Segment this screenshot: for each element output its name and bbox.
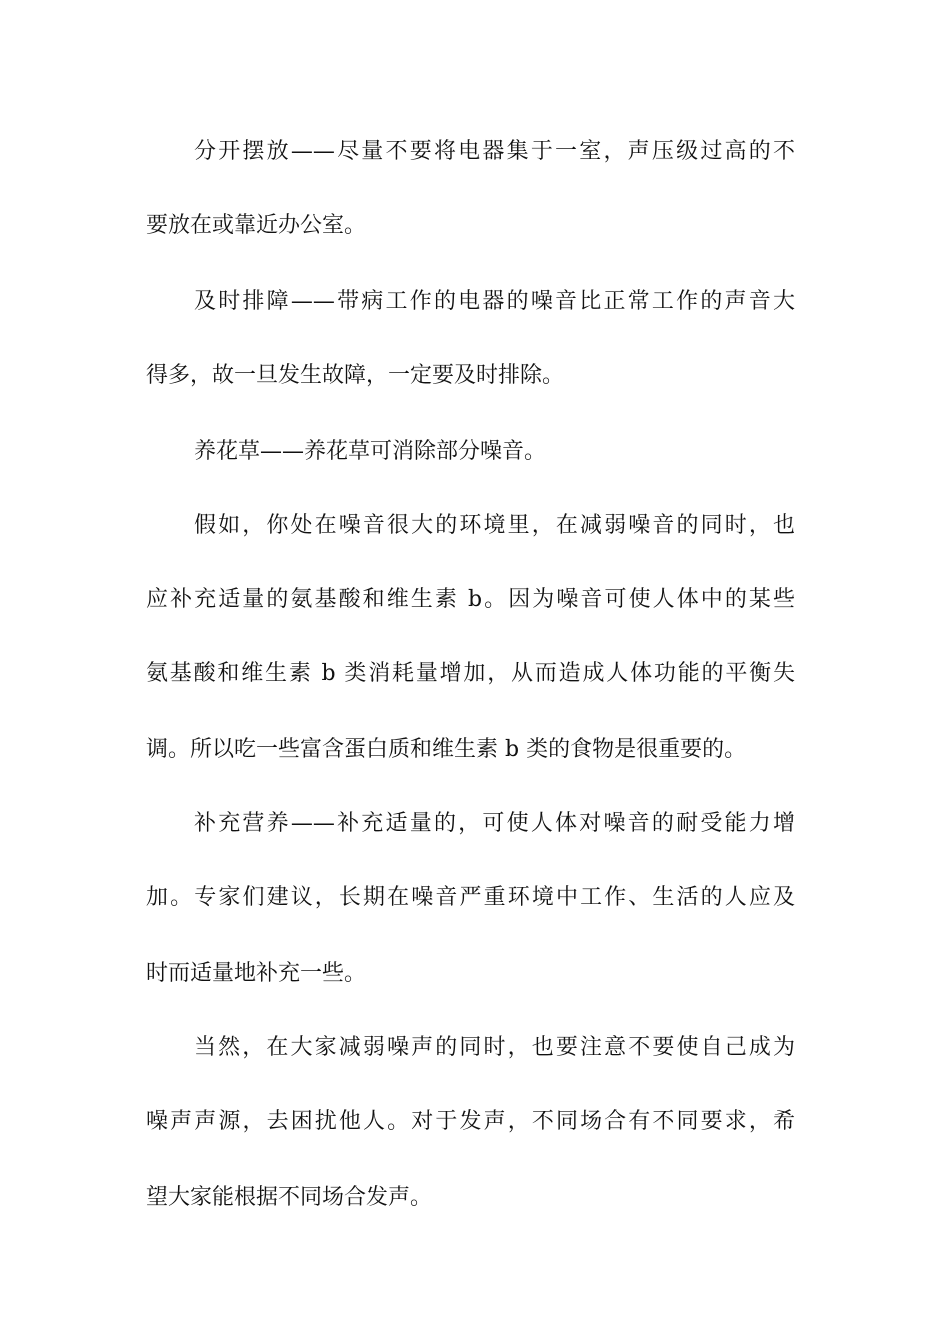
paragraph-6-line-3: 望大家能根据不同场合发声。 — [146, 1185, 433, 1210]
paragraph-1-line-1: 分开摆放——尽量不要将电器集于一室，声压级过高的不 — [194, 139, 795, 164]
paragraph-6-line-2: 噪声声源，去困扰他人。对于发声，不同场合有不同要求，希 — [146, 1109, 795, 1134]
paragraph-1-line-2: 要放在或靠近办公室。 — [146, 213, 367, 238]
paragraph-4-line-1: 假如，你处在噪音很大的环境里，在减弱噪音的同时，也 — [194, 513, 795, 538]
paragraph-4-line-2: 应补充适量的氨基酸和维生素 b。因为噪音可使人体中的某些 — [146, 587, 795, 612]
paragraph-5-line-2: 加。专家们建议，长期在噪音严重环境中工作、生活的人应及 — [146, 885, 795, 910]
paragraph-5-line-1: 补充营养——补充适量的，可使人体对噪音的耐受能力增 — [194, 811, 795, 836]
paragraph-6-line-1: 当然，在大家减弱噪声的同时，也要注意不要使自己成为 — [194, 1035, 795, 1060]
paragraph-4-line-4: 调。所以吃一些富含蛋白质和维生素 b 类的食物是很重要的。 — [146, 737, 747, 762]
paragraph-5-line-3: 时而适量地补充一些。 — [146, 961, 367, 986]
paragraph-4-line-3: 氨基酸和维生素 b 类消耗量增加，从而造成人体功能的平衡失 — [146, 661, 795, 686]
paragraph-2-line-2: 得多，故一旦发生故障，一定要及时排除。 — [146, 363, 565, 388]
paragraph-2-line-1: 及时排障——带病工作的电器的噪音比正常工作的声音大 — [194, 289, 795, 314]
paragraph-3-line-1: 养花草——养花草可消除部分噪音。 — [194, 439, 547, 464]
